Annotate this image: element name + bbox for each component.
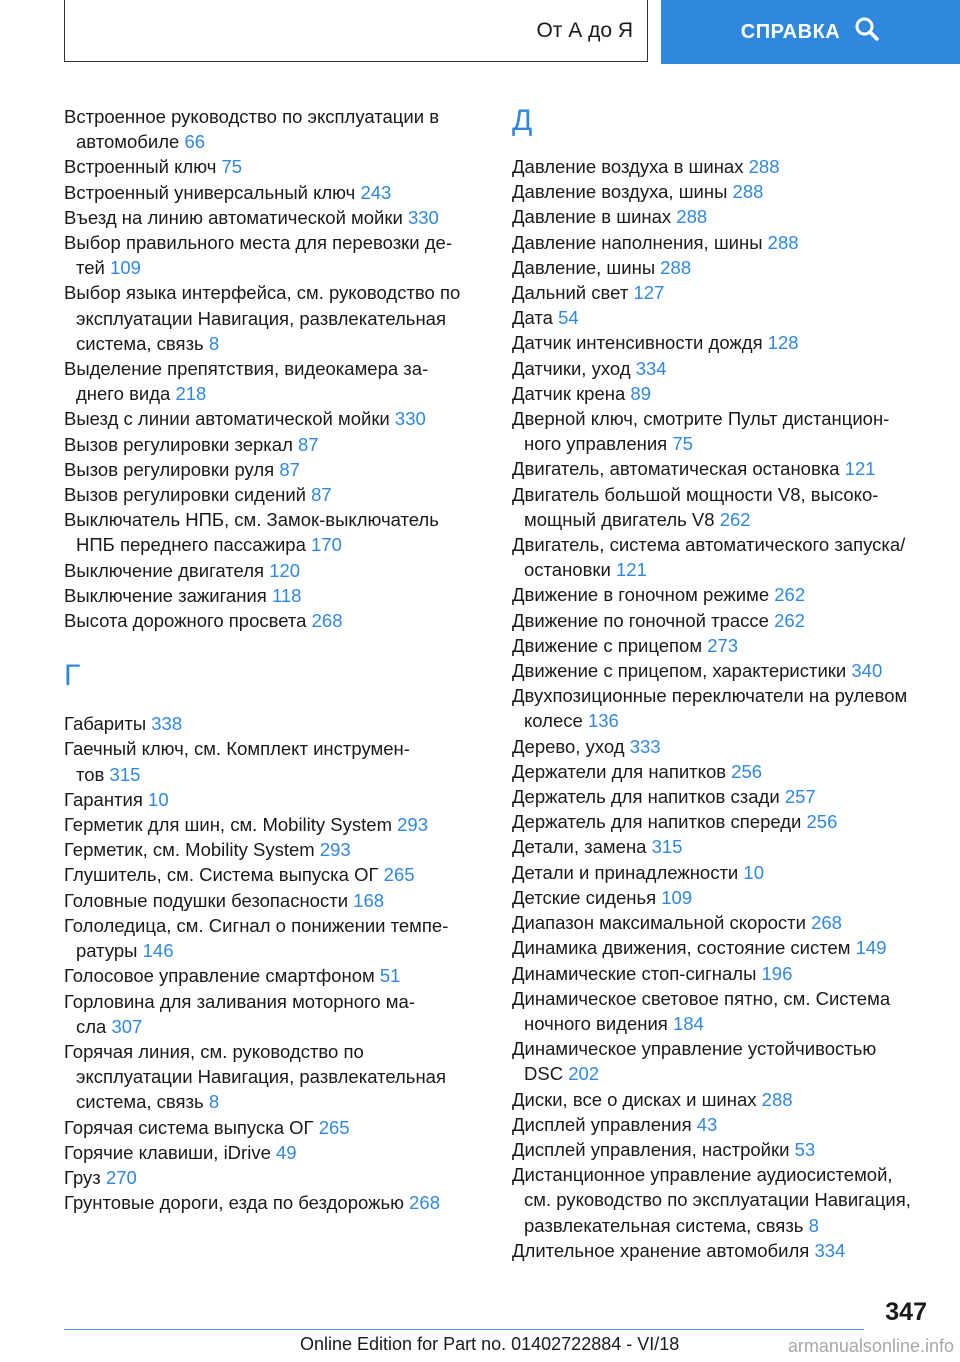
index-entry (512, 910, 932, 935)
index-entry (512, 1036, 932, 1086)
entry-text: Грунтовые дороги, езда по бездорожью (64, 1192, 404, 1214)
entry-text: Движение по гоночной трассе (512, 609, 769, 631)
entry-text: Диапазон максимальной скорости (512, 912, 806, 934)
index-entry (512, 1112, 932, 1137)
index-entry (64, 180, 474, 205)
page-link[interactable]: 87 (279, 458, 300, 480)
page-link[interactable]: 10 (148, 788, 169, 810)
index-entry (64, 1039, 474, 1115)
page-link[interactable]: 270 (105, 1166, 137, 1188)
entry-text: ного управления (524, 433, 668, 455)
index-entry (64, 989, 474, 1039)
index-entry (512, 179, 932, 204)
page-link[interactable]: 262 (719, 508, 751, 530)
index-entry (512, 305, 932, 330)
index-entry (64, 1165, 474, 1190)
entry-text: Движение с прицепом (512, 634, 703, 656)
index-entry (512, 532, 932, 582)
index-entry (64, 507, 474, 557)
entry-text: Дверной ключ, смотрите Пульт дистанцион- (512, 408, 890, 430)
entry-text: эксплуатации Навигация, развлекательная (76, 307, 446, 329)
page-link[interactable]: 170 (311, 534, 342, 556)
entry-text: развлекательная система, связь (524, 1214, 804, 1236)
entry-text: Давление наполнения, шины (512, 231, 763, 253)
page-link[interactable]: 202 (568, 1063, 600, 1085)
page-link[interactable]: 288 (660, 256, 692, 278)
page-link[interactable]: 8 (808, 1214, 819, 1236)
index-entry (64, 1190, 474, 1215)
page-link[interactable]: 330 (407, 206, 439, 228)
page-link[interactable]: 53 (794, 1138, 816, 1160)
index-entry (64, 787, 474, 812)
entry-text: Динамика движения, состояние систем (512, 937, 851, 959)
index-entry (512, 809, 932, 834)
page-link[interactable]: 127 (633, 282, 665, 304)
entry-text: Динамическое световое пятно, см. Система (512, 987, 891, 1009)
page-link[interactable]: 149 (855, 937, 887, 959)
page-link[interactable]: 273 (707, 634, 739, 656)
page-link[interactable]: 268 (311, 610, 343, 632)
entry-text: тей (76, 257, 105, 279)
page-link[interactable]: 256 (731, 760, 763, 782)
entry-text: Горловина для заливания моторного ма- (64, 990, 415, 1012)
entry-text: Дисплей управления (512, 1113, 692, 1135)
page-link[interactable]: 196 (761, 962, 793, 984)
index-entry (512, 1238, 932, 1263)
entry-text: Двигатель, система автоматического запуска/ (512, 534, 906, 556)
page-link[interactable]: 109 (661, 886, 693, 908)
index-entry (512, 230, 932, 255)
entry-text: Детские сиденья (512, 886, 657, 908)
index-entry (64, 154, 474, 179)
watermark: armanualsonline.info (787, 1336, 954, 1356)
index-entry (64, 104, 474, 154)
entry-text: Выключение двигателя (64, 559, 265, 581)
index-entry (64, 711, 474, 736)
entry-text: Гаечный ключ, см. Комплект инструмен- (64, 738, 410, 760)
entry-text: днего вида (76, 383, 171, 405)
entry-text: Датчик крена (512, 382, 626, 404)
index-entry (512, 961, 932, 986)
index-entry (64, 558, 474, 583)
entry-text: Глушитель, см. Система выпуска ОГ (64, 864, 379, 886)
page-link[interactable]: 75 (221, 156, 243, 178)
index-entry (512, 935, 932, 960)
index-entry (64, 837, 474, 862)
footer-edition: Online Edition for Part no. 01402722884 - VI/18 (300, 1334, 680, 1354)
entry-text: сла (76, 1015, 107, 1037)
index-entry (64, 888, 474, 913)
index-entry (512, 255, 932, 280)
page-link[interactable]: 54 (558, 307, 579, 329)
index-entry (512, 784, 932, 809)
page-link[interactable]: 262 (774, 584, 806, 606)
page-link[interactable]: 268 (409, 1192, 440, 1214)
page-number: 347 (885, 1298, 927, 1326)
page-link[interactable]: 333 (629, 735, 661, 757)
page-link[interactable]: 75 (672, 433, 693, 455)
entry-text: Герметик для шин, см. Mobility System (64, 814, 392, 836)
entry-text: Въезд на линию автоматической мойки (64, 206, 403, 228)
page-link[interactable]: 315 (109, 763, 141, 785)
index-entry (64, 1115, 474, 1140)
index-column-right (512, 104, 932, 1263)
entry-text: DSC (524, 1063, 564, 1085)
index-entry (512, 330, 932, 355)
page-link[interactable]: 218 (175, 383, 207, 405)
index-letter-heading: Г (64, 659, 81, 693)
page-link[interactable]: 257 (784, 786, 816, 808)
page-link[interactable]: 256 (806, 811, 838, 833)
index-entry (512, 1137, 932, 1162)
index-entry (64, 482, 474, 507)
index-entry (512, 456, 932, 481)
help-button[interactable] (661, 0, 960, 64)
entry-text: Выделение препятствия, видеокамера за- (64, 358, 429, 380)
entry-text: Длительное хранение автомобиля (512, 1239, 810, 1261)
index-entry (512, 1087, 932, 1112)
index-entry (512, 482, 932, 532)
index-entry (512, 834, 932, 859)
page-link[interactable]: 43 (696, 1113, 718, 1135)
page-link[interactable]: 340 (851, 660, 883, 682)
entry-text: Встроенный ключ (64, 156, 217, 178)
entry-text: Детали и принадлежности (512, 861, 739, 883)
index-entry (512, 280, 932, 305)
index-column-left (64, 104, 474, 1215)
entry-text: Динамические стоп-сигналы (512, 962, 757, 984)
page-link[interactable]: 268 (811, 912, 842, 934)
entry-text: Двигатель большой мощности V8, высоко- (512, 483, 879, 505)
page-link[interactable]: 10 (743, 861, 764, 883)
index-entry (64, 230, 474, 280)
page-link[interactable]: 87 (298, 433, 319, 455)
entry-text: Давление в шинах (512, 206, 672, 228)
index-entry (512, 356, 932, 381)
entry-text: Вызов регулировки зеркал (64, 433, 293, 455)
index-entry (64, 205, 474, 230)
footer-divider (64, 1329, 864, 1330)
entry-text: Детали, замена (512, 836, 647, 858)
entry-text: Динамическое управление устойчивостью (512, 1038, 877, 1060)
entry-text: Встроенное руководство по эксплуатации в (64, 106, 440, 127)
index-entry (512, 1162, 932, 1238)
entry-text: ночного видения (524, 1012, 668, 1034)
page-link[interactable]: 49 (276, 1141, 297, 1163)
index-entry (64, 457, 474, 482)
page-link[interactable]: 265 (383, 864, 415, 886)
page-link[interactable]: 8 (208, 332, 220, 354)
entry-text: система, связь (76, 1091, 204, 1113)
page-link[interactable]: 146 (142, 940, 174, 962)
entry-text: Двигатель, автоматическая остановка (512, 458, 840, 480)
entry-text: Вызов регулировки сидений (64, 484, 306, 506)
entry-text: Дистанционное управление аудиосистемой, (512, 1164, 893, 1186)
index-entry (64, 280, 474, 356)
index-entry (64, 583, 474, 608)
entry-text: Держатель для напитков сзади (512, 786, 780, 808)
entry-text: Дата (512, 307, 553, 329)
page-link[interactable]: 288 (748, 156, 780, 177)
entry-text: Давление воздуха, шины (512, 181, 728, 203)
entry-text: Двухпозиционные переключатели на рулевом (512, 685, 908, 707)
entry-text: Встроенный универсальный ключ (64, 181, 356, 203)
page-link[interactable]: 262 (774, 609, 805, 631)
entry-text: Давление воздуха в шинах (512, 156, 744, 177)
index-entry (512, 154, 932, 179)
index-entry (512, 885, 932, 910)
entry-text: Вызов регулировки руля (64, 458, 275, 480)
page-link[interactable]: 330 (394, 408, 426, 430)
entry-text: НПБ переднего пассажира (76, 534, 306, 556)
entry-text: Габариты (64, 713, 147, 735)
page-link[interactable]: 120 (269, 559, 301, 581)
entry-text: система, связь (76, 332, 204, 354)
entry-text: Давление, шины (512, 256, 656, 278)
index-entry (512, 683, 932, 733)
index-entry (512, 986, 932, 1036)
entry-text: Груз (64, 1166, 101, 1188)
index-entry (512, 734, 932, 759)
section-tab[interactable] (64, 0, 648, 62)
entry-text: колесе (524, 710, 583, 732)
index-entry (64, 608, 474, 633)
index-entry (512, 759, 932, 784)
entry-text: автомобиле (76, 131, 180, 153)
entry-text: Выключение зажигания (64, 584, 267, 606)
entry-text: тов (76, 763, 105, 785)
page-link[interactable]: 121 (616, 559, 647, 581)
page-link[interactable]: 118 (271, 584, 302, 606)
entry-text: Держатели для напитков (512, 760, 727, 782)
entry-text: Выключатель НПБ, см. Замок-выключатель (64, 509, 439, 531)
entry-text: Диски, все о дисках и шинах (512, 1088, 757, 1110)
page-link[interactable]: 51 (379, 965, 401, 987)
index-letter-heading: Д (512, 104, 533, 137)
entry-text: Выбор правильного места для перевозки де- (64, 232, 452, 254)
page-link[interactable]: 293 (397, 814, 429, 836)
page-link[interactable]: 168 (353, 889, 385, 911)
entry-text: Горячие клавиши, iDrive (64, 1141, 271, 1163)
entry-text: Датчик интенсивности дождя (512, 332, 763, 354)
page-link[interactable]: 128 (767, 332, 799, 354)
index-entry (512, 860, 932, 885)
entry-text: Движение с прицепом, характеристики (512, 660, 847, 682)
entry-text: Горячая система выпуска ОГ (64, 1116, 314, 1138)
entry-text: эксплуатации Навигация, развлекательная (76, 1066, 446, 1088)
page-link[interactable]: 8 (208, 1091, 220, 1113)
entry-text: Дерево, уход (512, 735, 625, 757)
page-link[interactable]: 288 (767, 231, 799, 253)
entry-text: см. руководство по эксплуатации Навигация, (524, 1189, 911, 1211)
entry-text: ратуры (76, 940, 138, 962)
index-entry (64, 812, 474, 837)
page-link[interactable]: 265 (318, 1116, 350, 1138)
index-entry (512, 658, 932, 683)
page-link[interactable]: 338 (151, 713, 183, 735)
entry-text: Герметик, см. Mobility System (64, 839, 315, 861)
page-link[interactable]: 288 (761, 1088, 793, 1110)
entry-text: Дисплей управления, настройки (512, 1138, 790, 1160)
index-entry (64, 432, 474, 457)
index-entry (512, 608, 932, 633)
entry-text: остановки (524, 559, 611, 581)
page-link[interactable]: 315 (651, 836, 683, 858)
page-link[interactable]: 66 (184, 131, 206, 153)
section-title: От А до Я (536, 18, 633, 42)
page-link[interactable]: 87 (311, 484, 332, 506)
page-link[interactable]: 109 (110, 257, 141, 279)
entry-text: Выезд с линии автоматической мойки (64, 408, 390, 430)
entry-text: Держатель для напитков спереди (512, 811, 802, 833)
index-entry (512, 633, 932, 658)
index-entry (64, 406, 474, 431)
index-entry (512, 204, 932, 229)
entry-text: Головные подушки безопасности (64, 889, 349, 911)
entry-text: Высота дорожного просвета (64, 610, 307, 632)
index-entry (512, 381, 932, 406)
entry-text: мощный двигатель V8 (524, 508, 715, 530)
page-link[interactable]: 121 (844, 458, 876, 480)
help-label: СПРАВКА (740, 20, 841, 43)
index-entry (64, 913, 474, 963)
index-entry (64, 862, 474, 887)
index-entry (64, 963, 474, 988)
index-entry (64, 736, 474, 786)
entry-text: Гололедица, см. Сигнал о понижении темпе- (64, 914, 449, 936)
index-entry (512, 406, 932, 456)
search-icon (854, 16, 880, 48)
entry-text: Движение в гоночном режиме (512, 584, 770, 606)
entry-text: Датчики, уход (512, 357, 631, 379)
page-link[interactable]: 184 (672, 1012, 704, 1034)
entry-text: Дальний свет (512, 282, 629, 304)
entry-text: Выбор языка интерфейса, см. руководство по (64, 282, 461, 304)
page-link[interactable]: 307 (111, 1015, 143, 1037)
page-link[interactable]: 288 (732, 181, 764, 203)
entry-text: Голосовое управление смартфоном (64, 965, 375, 987)
index-entry (512, 582, 932, 607)
page-link[interactable]: 89 (630, 382, 651, 404)
page-link[interactable]: 293 (319, 839, 351, 861)
page-link[interactable]: 334 (814, 1239, 846, 1261)
page-link[interactable]: 288 (676, 206, 708, 228)
index-entry (64, 356, 474, 406)
index-entry (64, 1140, 474, 1165)
entry-text: Гарантия (64, 788, 143, 810)
page-link[interactable]: 334 (635, 357, 667, 379)
page-link[interactable]: 243 (360, 181, 392, 203)
entry-text: Горячая линия, см. руководство по (64, 1040, 364, 1062)
page-link[interactable]: 136 (587, 710, 619, 732)
